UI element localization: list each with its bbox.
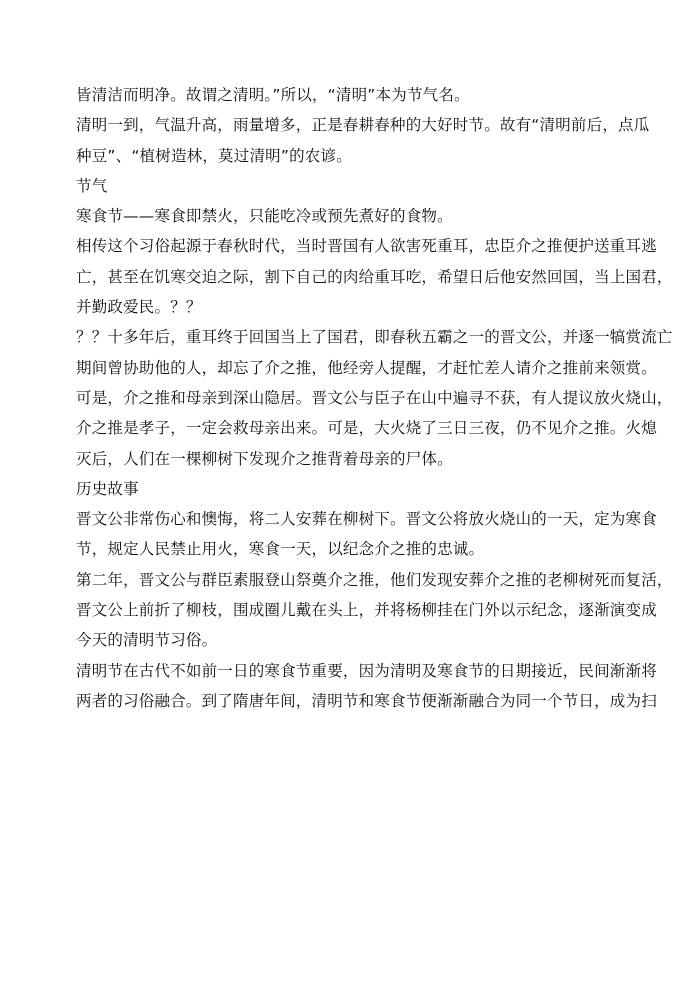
- text-line: 皆清洁而明净。故谓之清明。”所以，“清明”本为节气名。: [76, 86, 470, 104]
- text-line: 亡，甚至在饥寒交迫之际，割下自己的肉给重耳吃，希望日后他安然回国，当上国君，: [76, 267, 673, 286]
- text-line: 并勤政爱民。？？: [76, 298, 202, 317]
- text-line: 介之推是孝子，一定会救母亲出来。可是，大火烧了三日三夜，仍不见介之推。火熄: [76, 419, 657, 438]
- text-line: 种豆”、“植树造林，莫过清明”的农谚。: [76, 146, 352, 165]
- text-line: 相传这个习俗起源于春秋时代，当时晋国有人欲害死重耳，忠臣介之推便护送重耳逃: [76, 237, 657, 256]
- text-line: 晋文公上前折了柳枝，围成圈儿戴在头上，并将杨柳挂在门外以示纪念，逐渐演变成: [76, 601, 657, 620]
- text-line: 晋文公非常伤心和懊悔，将二人安葬在柳树下。晋文公将放火烧山的一天，定为寒食: [76, 510, 657, 529]
- text-line: 可是，介之推和母亲到深山隐居。晋文公与臣子在山中遍寻不获，有人提议放火烧山，: [76, 388, 673, 407]
- text-line: 清明一到，气温升高，雨量增多，正是春耕春种的大好时节。故有“清明前后，点瓜: [76, 116, 650, 135]
- section-heading: 历史故事: [76, 479, 139, 498]
- text-line: 期间曾协助他的人，却忘了介之推，他经旁人提醒，才赶忙差人请介之推前来领赏。: [76, 358, 657, 377]
- text-line: 清明节在古代不如前一日的寒食节重要，因为清明及寒食节的日期接近，民间渐渐将: [76, 661, 657, 680]
- document-body: [76, 80, 673, 716]
- text-line: 节，规定人民禁止用火，寒食一天，以纪念介之推的忠诚。: [76, 540, 485, 559]
- text-line: ？？十多年后，重耳终于回国当上了国君，即春秋五霸之一的晋文公，并逐一犒赏流亡: [76, 328, 673, 347]
- text-line: 寒食节——寒食即禁火，只能吃冷或预先煮好的食物。: [76, 207, 453, 226]
- text-line: 今天的清明节习俗。: [76, 631, 218, 650]
- section-heading: 节气: [76, 176, 108, 195]
- text-line: 灭后，人们在一棵柳树下发现介之推背着母亲的尸体。: [76, 449, 453, 468]
- text-line: 第二年，晋文公与群臣素服登山祭奠介之推，他们发现安葬介之推的老柳树死而复活，: [76, 570, 673, 589]
- text-line: 两者的习俗融合。到了隋唐年间，清明节和寒食节便渐渐融合为同一个节日，成为扫: [76, 691, 657, 710]
